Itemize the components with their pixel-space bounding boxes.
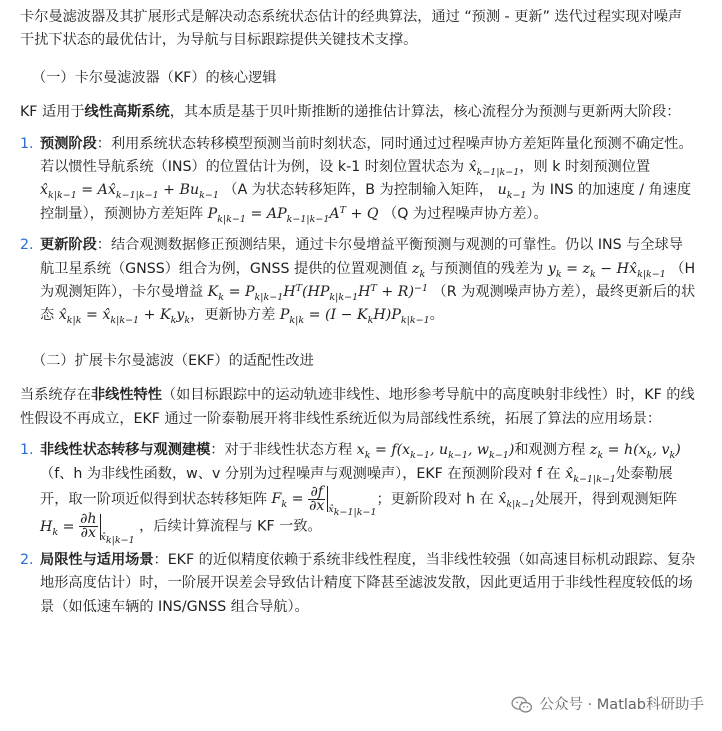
formula-kalman-gain: $K_k = P_{k|k-1}H^T(HP_{k|k-1}H^T + R)^{-1}$ <box>207 283 429 303</box>
formula-covariance-prediction: $P_{k|k-1} = AP_{k-1|k-1}A^T + Q$ <box>207 204 379 225</box>
list-number: 2. <box>20 237 34 254</box>
section-2-lead-bold: 非线性特性 <box>90 387 162 404</box>
item-text: 与预测值的残差为 <box>429 260 544 277</box>
item-title: 局限性与适用场景 <box>40 551 154 568</box>
list-item <box>20 439 696 546</box>
item-text: （H 为观测矩阵），卡尔曼增益 <box>40 260 696 301</box>
formula-covariance-update: $P_{k|k} = (I - K_kH)P_{k|k-1}$ <box>279 307 430 327</box>
watermark-text: 公众号 · Matlab科研助手 <box>539 696 704 713</box>
item-text: ：结合观测数据修正预测结果，通过卡尔曼增益平衡预测与观测的可靠性。仍以 INS 与全球导航卫星系统（GNSS）组合为例，GNSS 提供的位置观测值 <box>40 237 683 277</box>
formula-expansion-point-h: $x̂_{k|k-1}$ <box>498 491 536 511</box>
section-1-list <box>20 133 696 328</box>
item-title: 更新阶段 <box>40 237 97 254</box>
formula-jacobian-h: $H_k$ = $\frac{\partial h}{\partial x}$ $_{x̂_{k|k-1}}$ <box>40 511 135 546</box>
section-2-heading: （二）扩展卡尔曼滤波（EKF）的适配性改进 <box>32 352 314 369</box>
article-body <box>20 6 696 627</box>
formula-prev-state: $x̂_{k-1|k-1}$ <box>468 159 520 178</box>
item-text: ；更新阶段对 h 在 <box>376 491 494 508</box>
list-number: 1. <box>20 135 34 152</box>
formula-control-input: $u_{k-1}$ <box>497 182 527 202</box>
item-text: （A 为状态转移矩阵，B 为控制输入矩阵， <box>223 182 494 199</box>
section-1-lead-post: ，其本质是基于贝叶斯推断的递推估计算法，核心流程分为预测与更新两大阶段： <box>169 104 681 121</box>
formula-expansion-point-f: $x̂_{k-1|k-1}$ <box>565 465 616 485</box>
section-2-lead-post: （如目标跟踪中的运动轨迹非线性、地形参考导航中的高度映射非线性）时，KF 的线性假设不再成立，EKF 通过一阶泰勒展开将非线性系统近似为局部线性系统，拓展了算法的应用场景： <box>20 387 695 427</box>
item-text: ，则 k 时刻预测位置 <box>519 159 651 176</box>
item-title: 预测阶段 <box>40 135 97 152</box>
item-text: 和观测方程 <box>514 442 586 459</box>
formula-state-prediction: $x̂_{k|k-1}$ = $Ax̂_{k-1|k-1} + Bu_{k-1}$ <box>40 182 219 202</box>
item-text: ，后续计算流程与 KF 一致。 <box>139 518 322 535</box>
section-2-list <box>20 439 696 619</box>
item-text: 。 <box>429 307 444 324</box>
formula-jacobian-f: $F_k$ = $\frac{\partial f}{\partial x}$ $_{x̂_{k-1|k-1}}$ <box>271 483 377 519</box>
item-text: （R 为观测噪声协方差），最终更新后的状态 <box>40 284 696 324</box>
formula-state-update: $x̂_{k|k}$ = $x̂_{k|k-1} + K_ky_k$ <box>58 307 191 327</box>
formula-observation: $z_k$ <box>412 260 426 280</box>
section-1-heading: （一）卡尔曼滤波器（KF）的核心逻辑 <box>32 69 277 86</box>
formula-residual: $y_k = z_k$ − $Hx̂_{k|k-1}$ <box>547 260 666 280</box>
formula-nonlinear-state: $x_k = f(x_{k-1}$, $u_{k-1}$, $w_{k-1}$) <box>356 442 515 461</box>
item-text: ：对于非线性状态方程 <box>210 442 353 459</box>
list-number: 2. <box>20 551 34 568</box>
section-2-lead <box>20 384 696 431</box>
item-text: 处泰勒展开，取一阶项近似得到状态转移矩阵 <box>40 465 673 508</box>
list-item <box>20 234 696 328</box>
formula-nonlinear-observation: $z_k = h(x_k$, $v_k$) <box>589 442 681 461</box>
wechat-icon <box>511 696 533 714</box>
section-1-lead-bold: 线性高斯系统 <box>84 104 170 121</box>
item-text: ：利用系统状态转移模型预测当前时刻状态，同时通过过程噪声协方差矩阵量化预测不确定性。若以惯性导航系统（INS）的位置估计为例，设 k-1 时刻位置状态为 <box>40 135 693 176</box>
list-item <box>20 133 696 227</box>
section-2-lead-pre: 当系统存在 <box>20 387 91 404</box>
section-1-lead <box>20 101 696 124</box>
item-text: 处展开，得到观测矩阵 <box>535 491 677 508</box>
list-number: 1. <box>20 442 34 459</box>
item-text: （Q 为过程噪声协方差）。 <box>383 205 548 222</box>
watermark <box>507 692 708 719</box>
list-item <box>20 549 696 619</box>
item-title: 非线性状态转移与观测建模 <box>40 442 211 459</box>
item-text: （f、h 为非线性函数，w、v 分别为过程噪声与观测噪声），EKF 在预测阶段对 f 在 <box>40 465 561 482</box>
item-text: ，更新协方差 <box>190 307 276 324</box>
section-1-lead-pre: KF 适用于 <box>20 104 85 121</box>
item-text: 为 INS 的加速度 / 角速度控制量），预测协方差矩阵 <box>40 182 692 222</box>
item-text: ：EKF 的近似精度依赖于系统非线性程度，当非线性较强（如高速目标机动跟踪、复杂地形高度估计）时，一阶展开误差会导致估计精度下降甚至滤波发散，因此更适用于非线性程度较低的场景（如低速车辆的 INS/GNSS 组合导航）。 <box>40 551 696 615</box>
intro-paragraph: 卡尔曼滤波器及其扩展形式是解决动态系统状态估计的经典算法，通过 “预测 - 更新” 迭代过程实现对噪声干扰下状态的最优估计，为导航与目标跟踪提供关键技术支撑。 <box>20 9 683 49</box>
